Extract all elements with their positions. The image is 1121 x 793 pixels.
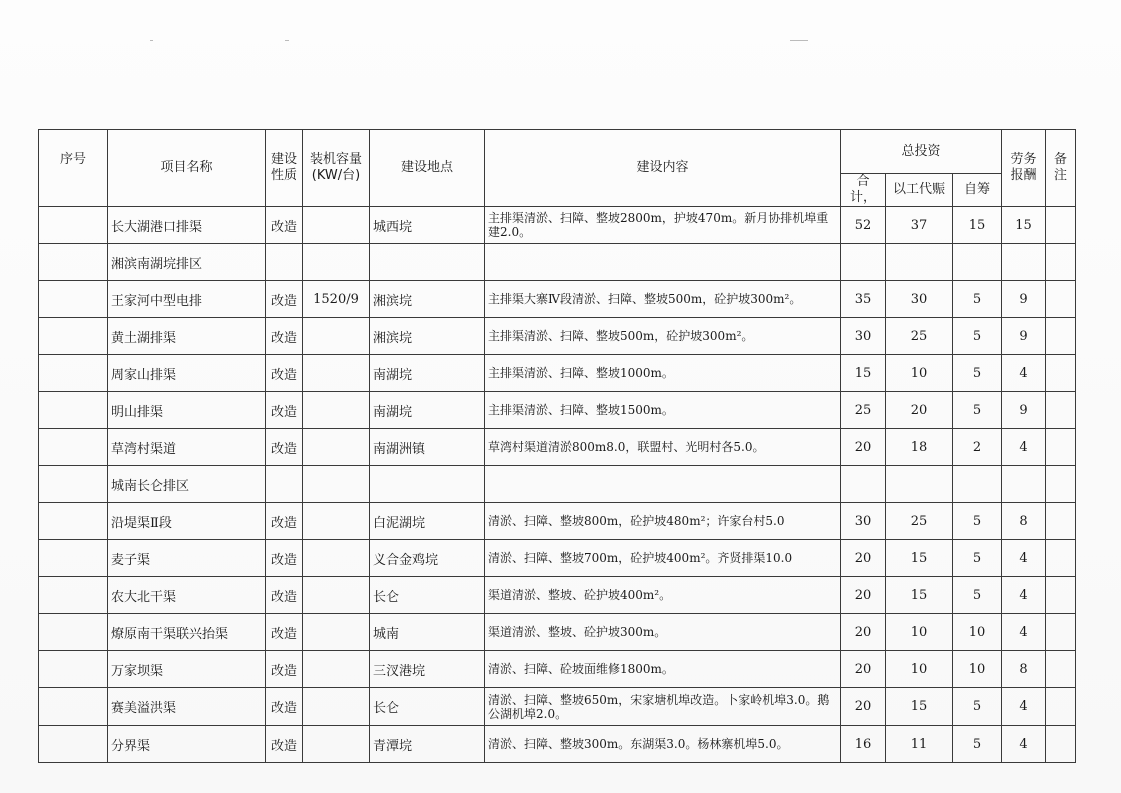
remarks-cell [1046,688,1076,726]
header-name: 项目名称 [108,130,266,207]
build-nature: 改造 [266,281,303,318]
total-cell: 20 [841,540,886,577]
scan-speck [150,40,153,41]
total-cell: 20 [841,614,886,651]
table-row [39,429,1076,466]
relief-cell: 25 [886,503,953,540]
self-cell: 10 [953,651,1002,688]
build-nature: 改造 [266,207,303,244]
location-cell: 湘滨垸 [370,281,485,318]
scan-speck [790,40,808,41]
labor-cell: 9 [1002,281,1046,318]
content-cell: 主排渠清淤、扫障、整坡500m，砼护坡300m²。 [485,318,841,355]
remarks-cell [1046,392,1076,429]
build-nature: 改造 [266,503,303,540]
project-name: 王家河中型电排 [108,281,266,318]
capacity-cell [303,318,370,355]
location-cell: 南湖垸 [370,392,485,429]
relief-cell: 25 [886,318,953,355]
remarks-cell [1046,355,1076,392]
capacity-cell [303,355,370,392]
content-cell: 清淤、扫障、整坡300m。东湖渠3.0。杨林寨机埠5.0。 [485,726,841,763]
labor-cell: 4 [1002,540,1046,577]
project-name: 麦子渠 [108,540,266,577]
content-cell: 主排渠清淤、扫障、整坡1000m。 [485,355,841,392]
build-nature: 改造 [266,577,303,614]
content-cell: 草湾村渠道清淤800m8.0，联盟村、光明村各5.0。 [485,429,841,466]
relief-cell: 15 [886,540,953,577]
relief-cell: 10 [886,651,953,688]
capacity-cell [303,651,370,688]
self-cell: 5 [953,392,1002,429]
location-cell: 长仑 [370,577,485,614]
header-subtotal: 合计， [841,174,886,207]
total-cell: 30 [841,318,886,355]
table-row [39,503,1076,540]
self-cell: 5 [953,726,1002,763]
relief-cell: 10 [886,614,953,651]
content-cell: 渠道清淤、整坡、砼护坡300m。 [485,614,841,651]
self-cell: 2 [953,429,1002,466]
labor-cell: 4 [1002,577,1046,614]
location-cell: 义合金鸡垸 [370,540,485,577]
remarks-cell [1046,726,1076,763]
table-row [39,355,1076,392]
capacity-cell [303,392,370,429]
table-row [39,651,1076,688]
capacity-cell [303,726,370,763]
location-cell: 南湖垸 [370,355,485,392]
total-cell: 20 [841,651,886,688]
total-cell: 20 [841,429,886,466]
total-cell: 15 [841,355,886,392]
section-name: 城南长仑排区 [108,466,266,503]
project-name: 燎原南干渠联兴抬渠 [108,614,266,651]
header-self-raised: 自筹 [953,174,1002,207]
self-cell: 5 [953,540,1002,577]
table-row [39,577,1076,614]
relief-cell: 11 [886,726,953,763]
header-capacity: 装机容量(KW/台) [303,130,370,207]
build-nature: 改造 [266,318,303,355]
location-cell: 城南 [370,614,485,651]
project-name: 明山排渠 [108,392,266,429]
capacity-cell [303,688,370,726]
total-cell: 16 [841,726,886,763]
self-cell: 5 [953,318,1002,355]
self-cell: 5 [953,688,1002,726]
content-cell: 清淤、扫障、整坡800m，砼护坡480m²；许家台村5.0 [485,503,841,540]
labor-cell: 8 [1002,503,1046,540]
project-name: 万家坝渠 [108,651,266,688]
labor-cell: 4 [1002,688,1046,726]
labor-cell: 9 [1002,392,1046,429]
project-name: 沿堤渠Ⅱ段 [108,503,266,540]
table-row [39,281,1076,318]
location-cell: 三汊港垸 [370,651,485,688]
total-cell: 35 [841,281,886,318]
header-labor-pay: 劳务报酬 [1002,130,1046,207]
total-cell: 20 [841,577,886,614]
section-row [39,466,1076,503]
table-row [39,540,1076,577]
header-work-for-relief: 以工代赈 [886,174,953,207]
content-cell: 主排渠大寨Ⅳ段清淤、扫障、整坡500m，砼护坡300m²。 [485,281,841,318]
build-nature: 改造 [266,392,303,429]
table-row [39,726,1076,763]
content-cell: 清淤、扫障、整坡700m，砼护坡400m²。齐贤排渠10.0 [485,540,841,577]
remarks-cell [1046,207,1076,244]
relief-cell: 10 [886,355,953,392]
scan-speck [285,40,289,41]
header-seq: 序号 [39,130,108,207]
total-cell: 52 [841,207,886,244]
project-name: 长大湖港口排渠 [108,207,266,244]
total-cell: 30 [841,503,886,540]
header-content: 建设内容 [485,130,841,207]
content-cell: 主排渠清淤、扫障、整坡2800m，护坡470m。新月协排机埠重建2.0。 [485,207,841,244]
labor-cell: 4 [1002,429,1046,466]
remarks-cell [1046,651,1076,688]
self-cell: 5 [953,355,1002,392]
relief-cell: 20 [886,392,953,429]
remarks-cell [1046,429,1076,466]
capacity-cell: 1520/9 [303,281,370,318]
project-name: 赛美溢洪渠 [108,688,266,726]
section-name: 湘滨南湖垸排区 [108,244,266,281]
remarks-cell [1046,503,1076,540]
capacity-cell [303,577,370,614]
self-cell: 5 [953,503,1002,540]
relief-cell: 15 [886,577,953,614]
location-cell: 南湖洲镇 [370,429,485,466]
capacity-cell [303,503,370,540]
location-cell: 白泥湖垸 [370,503,485,540]
labor-cell: 15 [1002,207,1046,244]
table-row [39,614,1076,651]
remarks-cell [1046,281,1076,318]
content-cell: 主排渠清淤、扫障、整坡1500m。 [485,392,841,429]
build-nature: 改造 [266,688,303,726]
build-nature: 改造 [266,726,303,763]
header-nature: 建设性质 [266,130,303,207]
location-cell: 长仑 [370,688,485,726]
location-cell: 城西垸 [370,207,485,244]
project-name: 黄土湖排渠 [108,318,266,355]
table-row [39,392,1076,429]
relief-cell: 30 [886,281,953,318]
remarks-cell [1046,577,1076,614]
project-name: 分界渠 [108,726,266,763]
content-cell: 清淤、扫障、砼坡面维修1800m。 [485,651,841,688]
total-cell: 20 [841,688,886,726]
labor-cell: 9 [1002,318,1046,355]
content-cell: 清淤、扫障、整坡650m，宋家塘机埠改造。卜家岭机埠3.0。鹅公湖机埠2.0。 [485,688,841,726]
self-cell: 5 [953,281,1002,318]
content-cell: 渠道清淤、整坡、砼护坡400m²。 [485,577,841,614]
build-nature: 改造 [266,540,303,577]
project-name: 草湾村渠道 [108,429,266,466]
capacity-cell [303,429,370,466]
header-location: 建设地点 [370,130,485,207]
total-cell: 25 [841,392,886,429]
labor-cell: 4 [1002,355,1046,392]
location-cell: 青潭垸 [370,726,485,763]
table-row [39,688,1076,726]
relief-cell: 15 [886,688,953,726]
capacity-cell [303,207,370,244]
investment-table [38,129,1076,763]
capacity-cell [303,540,370,577]
relief-cell: 18 [886,429,953,466]
section-row [39,244,1076,281]
build-nature: 改造 [266,355,303,392]
header-remarks: 备注 [1046,130,1076,207]
labor-cell: 4 [1002,726,1046,763]
table-row [39,207,1076,244]
capacity-cell [303,614,370,651]
project-name: 周家山排渠 [108,355,266,392]
table-row [39,318,1076,355]
remarks-cell [1046,318,1076,355]
self-cell: 10 [953,614,1002,651]
header-total-investment: 总投资 [841,130,1002,174]
self-cell: 15 [953,207,1002,244]
build-nature: 改造 [266,651,303,688]
build-nature: 改造 [266,614,303,651]
labor-cell: 8 [1002,651,1046,688]
self-cell: 5 [953,577,1002,614]
remarks-cell [1046,540,1076,577]
location-cell: 湘滨垸 [370,318,485,355]
relief-cell: 37 [886,207,953,244]
remarks-cell [1046,614,1076,651]
project-name: 农大北干渠 [108,577,266,614]
build-nature: 改造 [266,429,303,466]
labor-cell: 4 [1002,614,1046,651]
